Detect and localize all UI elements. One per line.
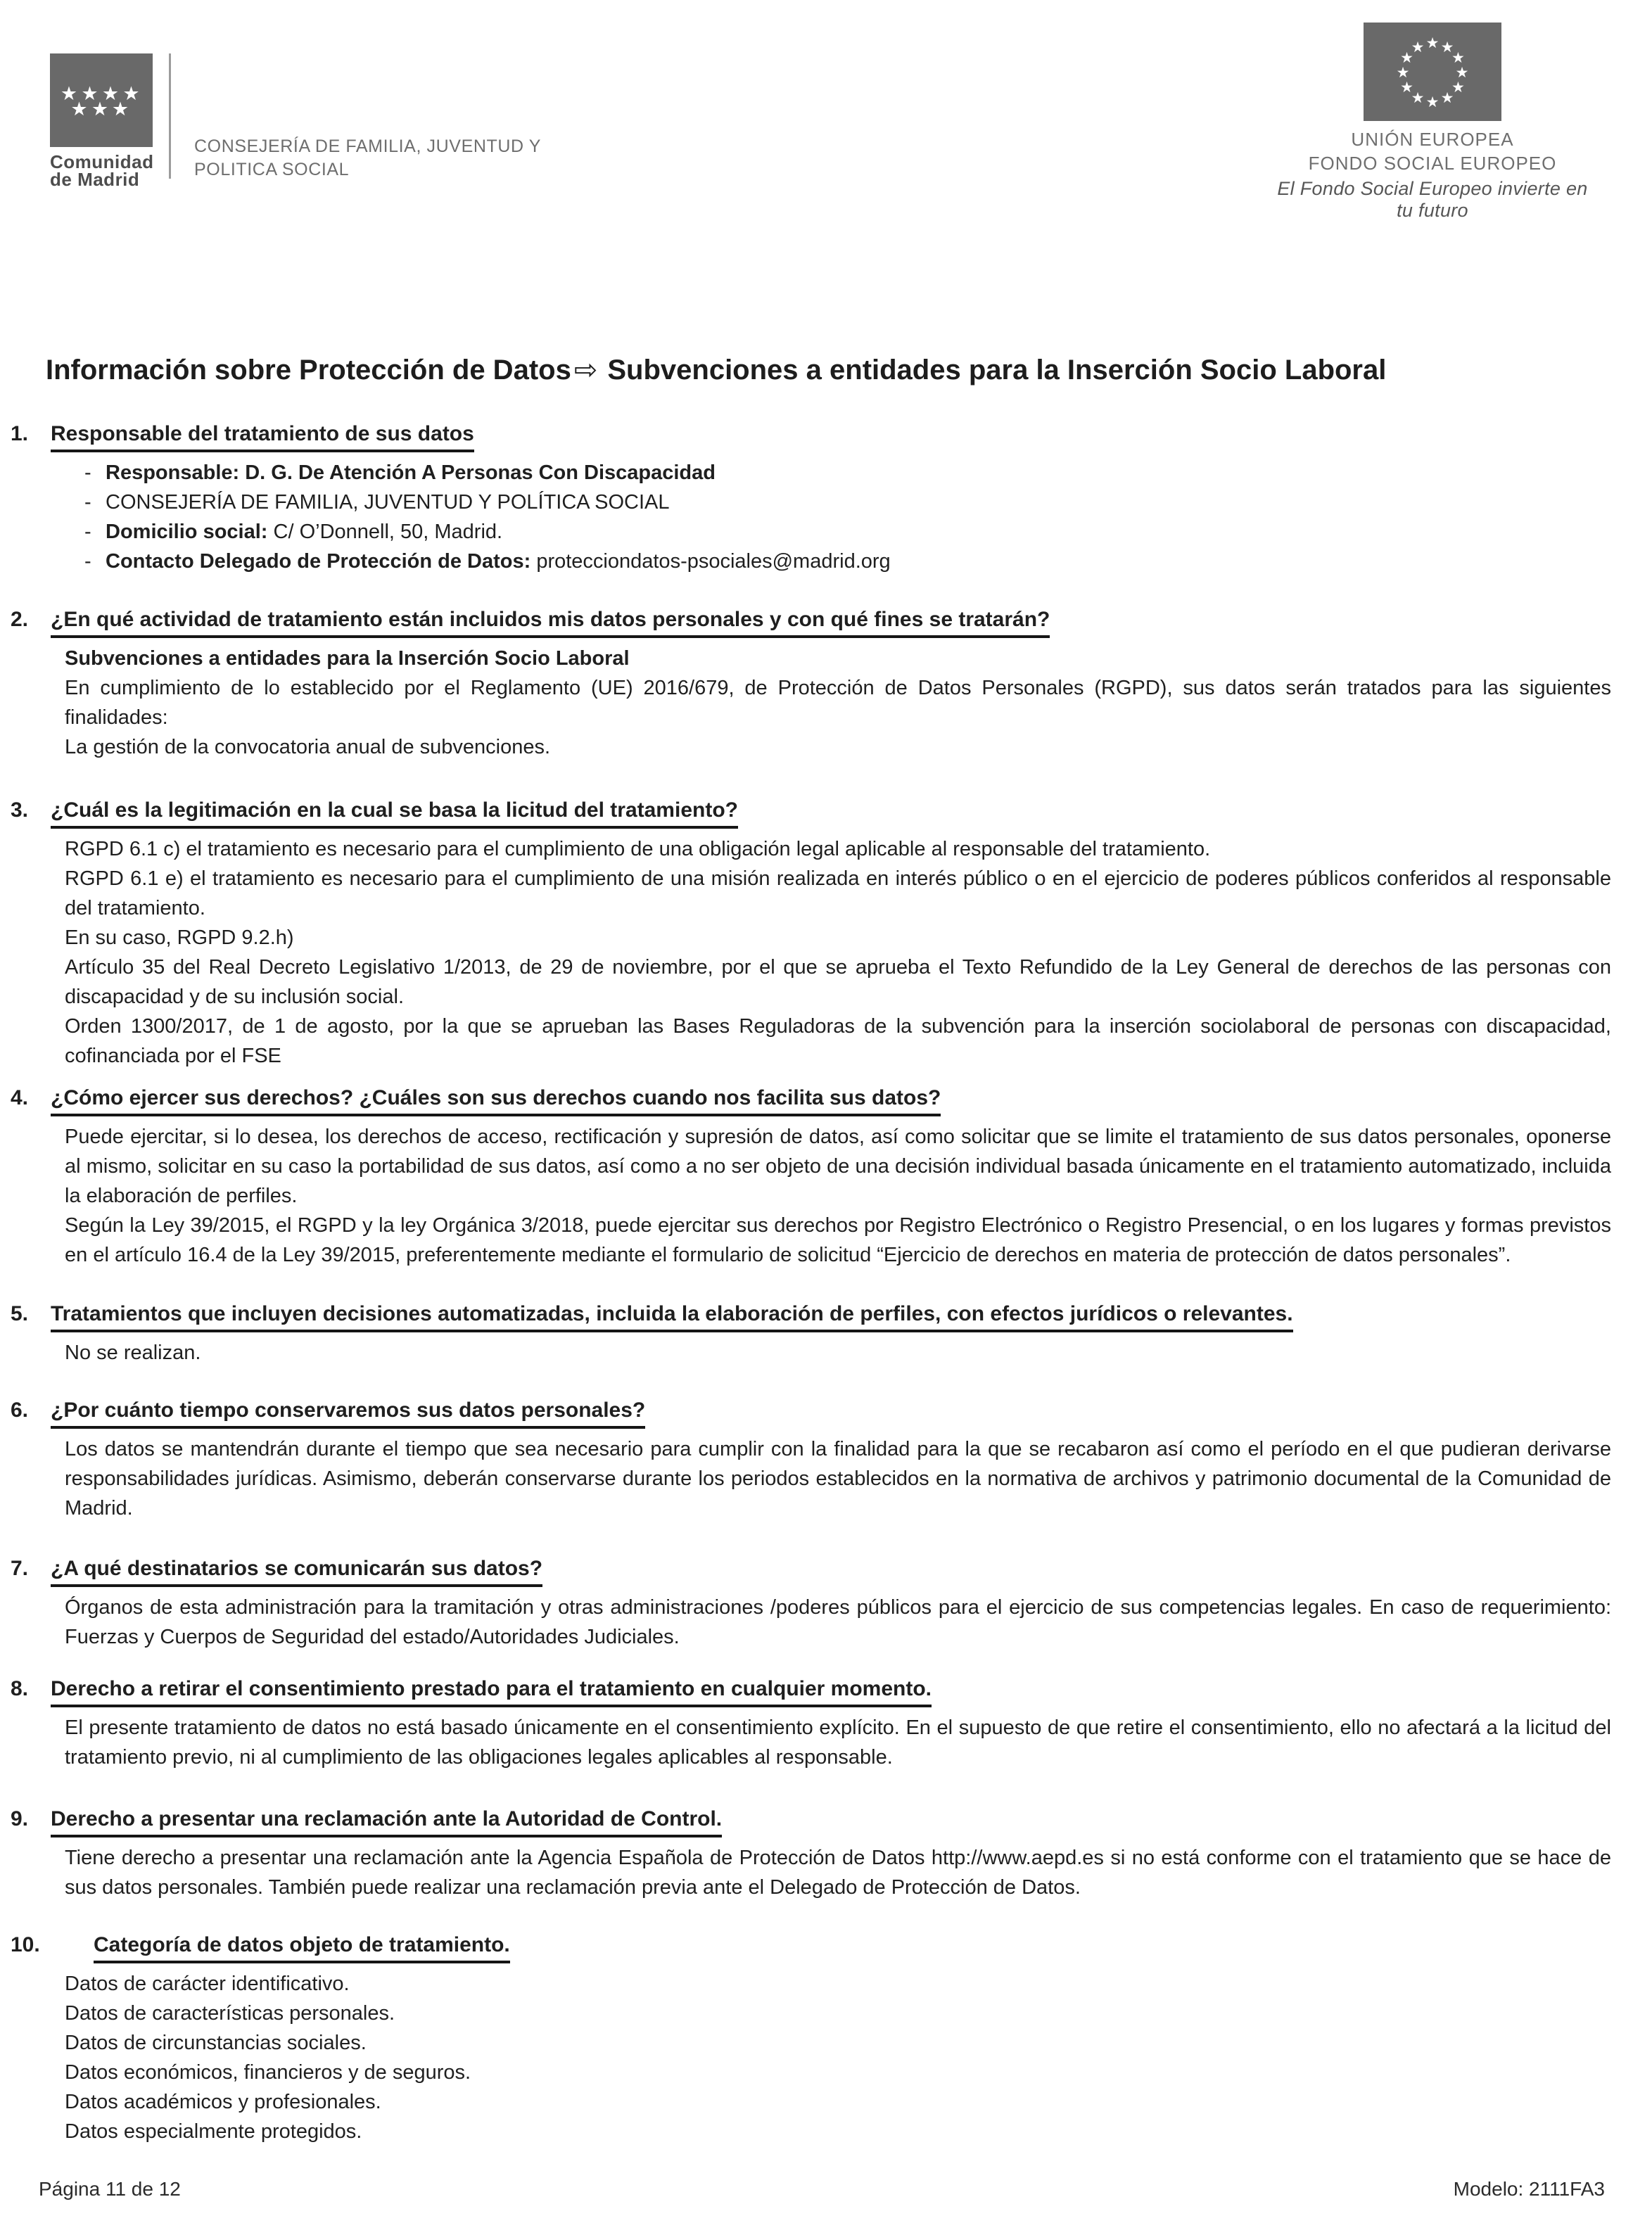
section-10	[0, 1932, 1611, 2146]
section-3	[0, 797, 1611, 1071]
section-6-heading	[0, 1397, 1611, 1429]
section-heading-text: Categoría de datos objeto de tratamiento.	[94, 1932, 510, 1963]
svg-text:★: ★	[101, 83, 120, 105]
section-heading-text: Derecho a retirar el consentimiento prestado para el tratamiento en cualquier momento.	[51, 1676, 932, 1707]
list-item-text: Contacto Delegado de Protección de Datos: protecciondatos-psociales@madrid.org	[106, 550, 891, 573]
paragraph: RGPD 6.1 c) el tratamiento es necesario para el cumplimiento de una obligación legal aplicable al responsable del tratamiento.	[65, 838, 1211, 860]
section-heading-text: ¿Cuál es la legitimación en la cual se basa la licitud del tratamiento?	[51, 797, 738, 829]
section-heading-text: ¿Cómo ejercer sus derechos? ¿Cuáles son sus derechos cuando nos facilita sus datos?	[51, 1085, 941, 1116]
paragraph: Órganos de esta administración para la tramitación y otras administraciones /poderes públicos para el ejercicio de sus competencias legales. En caso de requerimiento: Fuerzas y Cuerpos de Seguridad del estado/Autoridades Judiciales.	[65, 1596, 1611, 1648]
list-item	[84, 547, 1611, 576]
page-title-part2: Subvenciones a entidades para la Inserción Socio Laboral	[607, 355, 1387, 386]
paragraph: Datos de circunstancias sociales.	[65, 2032, 367, 2054]
section-heading-text: Derecho a presentar una reclamación ante la Autoridad de Control.	[51, 1806, 722, 1837]
paragraph: Datos de características personales.	[65, 2002, 395, 2025]
department-name	[194, 135, 541, 181]
svg-text:★: ★	[60, 83, 78, 105]
section-8	[0, 1676, 1611, 1772]
eu-label-line1: UNIÓN EUROPEA	[1351, 129, 1514, 150]
svg-text:★: ★	[1455, 64, 1469, 81]
dash-bullet: -	[84, 461, 91, 484]
paragraph: Datos de carácter identificativo.	[65, 1973, 350, 1995]
svg-text:★: ★	[1440, 89, 1454, 106]
paragraph: Puede ejercitar, si lo desea, los derechos de acceso, rectificación y supresión de datos, así como solicitar que se limite el tratamiento de sus datos personales, oponerse al mismo, solicitar en su caso la portabilidad de sus datos, así como a no ser objeto de una decisión individual basada únicamente en el tratamiento automatizado, incluida la elaboración de perfiles.	[65, 1126, 1611, 1207]
section-8-body	[65, 1713, 1611, 1772]
arrow-right-icon: ⇨	[573, 355, 598, 386]
paragraph: En cumplimiento de lo establecido por el Reglamento (UE) 2016/679, de Protección de Datos Personales (RGPD), sus datos serán tratados para las siguientes finalidades:	[65, 677, 1611, 729]
section-number: 10.	[11, 1933, 40, 1956]
section-4-heading	[0, 1085, 1611, 1116]
section-9-heading	[0, 1806, 1611, 1837]
list-item-text: CONSEJERÍA DE FAMILIA, JUVENTUD Y POLÍTICA SOCIAL	[106, 491, 670, 514]
form-model-code: Modelo: 2111FA3	[1453, 2178, 1605, 2200]
paragraph: La gestión de la convocatoria anual de subvenciones.	[65, 736, 551, 758]
comunidad-de-madrid-logo	[50, 53, 153, 189]
eu-social-fund-logo	[1273, 23, 1591, 222]
dash-bullet: -	[84, 550, 91, 573]
paragraph: Tiene derecho a presentar una reclamación ante la Agencia Española de Protección de Datos http://www.aepd.es si no está conforme con el tratamiento que se hace de sus datos personales. También puede realizar una reclamación previa ante el Delegado de Protección de Datos.	[65, 1847, 1611, 1899]
section-heading-text: Tratamientos que incluyen decisiones automatizadas, incluida la elaboración de perfiles, con efectos jurídicos o relevantes.	[51, 1301, 1293, 1332]
section-5-body	[65, 1338, 1611, 1368]
svg-text:★: ★	[111, 98, 129, 120]
document-content	[0, 354, 1652, 2146]
section-8-heading	[0, 1676, 1611, 1707]
section-3-heading	[0, 797, 1611, 829]
paragraph: Subvenciones a entidades para la Inserción Socio Laboral	[65, 647, 630, 670]
svg-text:★: ★	[1451, 79, 1465, 96]
list-item-text: Responsable: D. G. De Atención A Personas Con Discapacidad	[106, 461, 716, 484]
list-item-text: Domicilio social: C/ O’Donnell, 50, Madrid.	[106, 521, 503, 543]
section-10-body	[65, 1969, 1611, 2146]
section-heading-text: ¿A qué destinatarios se comunicarán sus datos?	[51, 1555, 542, 1587]
page-footer	[39, 2178, 1605, 2200]
list-item	[84, 458, 1611, 488]
section-9-body	[65, 1843, 1611, 1902]
section-5-heading	[0, 1301, 1611, 1332]
list-item	[84, 488, 1611, 517]
section-number: 5.	[11, 1302, 29, 1325]
section-number: 4.	[11, 1086, 29, 1109]
svg-text:★: ★	[1440, 39, 1454, 56]
department-name-line2: POLITICA SOCIAL	[194, 160, 350, 179]
paragraph: En su caso, RGPD 9.2.h)	[65, 926, 294, 949]
page-title	[46, 354, 1611, 386]
section-number: 8.	[11, 1677, 29, 1700]
section-6	[0, 1397, 1611, 1523]
paragraph: No se realizan.	[65, 1342, 201, 1364]
section-9	[0, 1806, 1611, 1902]
svg-text:★: ★	[1425, 34, 1440, 51]
section-7-heading	[0, 1555, 1611, 1587]
section-number: 1.	[11, 422, 29, 445]
section-2-heading	[0, 606, 1611, 638]
section-number: 7.	[11, 1557, 29, 1580]
svg-text:★: ★	[1396, 64, 1410, 81]
section-2-body	[65, 644, 1611, 762]
svg-text:★: ★	[81, 83, 99, 105]
paragraph: El presente tratamiento de datos no está basado únicamente en el consentimiento explícito. En el supuesto de que retire el consentimiento, ello no afectará a la licitud del tratamiento previo, ni al cumplimiento de las obligaciones legales aplicables al responsable.	[65, 1716, 1611, 1769]
list-item	[84, 517, 1611, 547]
section-7-body	[65, 1593, 1611, 1652]
section-number: 2.	[11, 608, 29, 631]
paragraph: Datos especialmente protegidos.	[65, 2120, 362, 2143]
madrid-flag-icon	[50, 53, 153, 147]
section-number: 6.	[11, 1399, 29, 1422]
svg-text:★: ★	[1411, 89, 1425, 106]
paragraph: Artículo 35 del Real Decreto Legislativo 1/2013, de 29 de noviembre, por el que se aprueba el Texto Refundido de la Ley General de derechos de las personas con discapacidad y de su inclusión social.	[65, 956, 1611, 1008]
paragraph: RGPD 6.1 e) el tratamiento es necesario para el cumplimiento de una misión realizada en interés público o en el ejercicio de poderes públicos conferidos al responsable del tratamiento.	[65, 867, 1611, 919]
header-divider	[169, 53, 171, 179]
svg-text:★: ★	[122, 83, 140, 105]
madrid-logo-text-line2: de Madrid	[50, 169, 140, 190]
section-number: 9.	[11, 1807, 29, 1830]
page-number: Página 11 de 12	[39, 2178, 181, 2200]
paragraph: Según la Ley 39/2015, el RGPD y la ley Orgánica 3/2018, puede ejercitar sus derechos por Registro Electrónico o Registro Presencial, o en los lugares y formas previstos en el artículo 16.4 de la Ley 39/2015, preferentemente mediante el formulario de solicitud “Ejercicio de derechos en materia de protección de datos personales”.	[65, 1214, 1611, 1266]
section-5	[0, 1301, 1611, 1368]
svg-text:★: ★	[1400, 49, 1414, 66]
paragraph: Los datos se mantendrán durante el tiempo que sea necesario para cumplir con la finalidad para la que se recabaron así como el período en el que pudieran derivarse responsabilidades jurídicas. Asimismo, deberán conservarse durante los periodos establecidos en la normativa de archivos y patrimonio documental de la Comunidad de Madrid.	[65, 1438, 1611, 1520]
section-6-body	[65, 1434, 1611, 1523]
section-2	[0, 606, 1611, 762]
svg-text:★: ★	[1400, 79, 1414, 96]
section-7	[0, 1555, 1611, 1652]
section-heading-text: ¿Por cuánto tiempo conservaremos sus datos personales?	[51, 1397, 645, 1429]
paragraph: Datos económicos, financieros y de seguros.	[65, 2061, 471, 2084]
eu-flag-icon	[1364, 23, 1501, 121]
section-4	[0, 1085, 1611, 1270]
section-3-body	[65, 834, 1611, 1071]
svg-text:★: ★	[1411, 39, 1425, 56]
dash-bullet: -	[84, 521, 91, 543]
page-title-part1: Información sobre Protección de Datos	[46, 355, 571, 386]
section-1-list	[84, 458, 1611, 576]
eu-label-line2: FONDO SOCIAL EUROPEO	[1308, 153, 1557, 174]
svg-text:★: ★	[91, 98, 109, 120]
svg-text:★: ★	[70, 98, 88, 120]
section-number: 3.	[11, 798, 29, 822]
department-name-line1: CONSEJERÍA DE FAMILIA, JUVENTUD Y	[194, 136, 542, 156]
section-4-body	[65, 1122, 1611, 1270]
section-heading-text: Responsable del tratamiento de sus datos	[51, 421, 474, 452]
section-1	[0, 421, 1611, 576]
svg-text:★: ★	[1425, 94, 1440, 110]
section-1-heading	[0, 421, 1611, 452]
dash-bullet: -	[84, 491, 91, 514]
paragraph: Orden 1300/2017, de 1 de agosto, por la que se aprueban las Bases Reguladoras de la subvención para la inserción sociolaboral de personas con discapacidad, cofinanciada por el FSE	[65, 1015, 1611, 1067]
eu-tagline: El Fondo Social Europeo invierte en tu futuro	[1277, 178, 1588, 221]
madrid-logo-text-line1: Comunidad	[50, 151, 154, 172]
section-10-heading	[0, 1932, 1611, 1963]
svg-text:★: ★	[1451, 49, 1465, 66]
section-heading-text: ¿En qué actividad de tratamiento están incluidos mis datos personales y con qué fines se tratarán?	[51, 606, 1050, 638]
paragraph: Datos académicos y profesionales.	[65, 2091, 381, 2113]
